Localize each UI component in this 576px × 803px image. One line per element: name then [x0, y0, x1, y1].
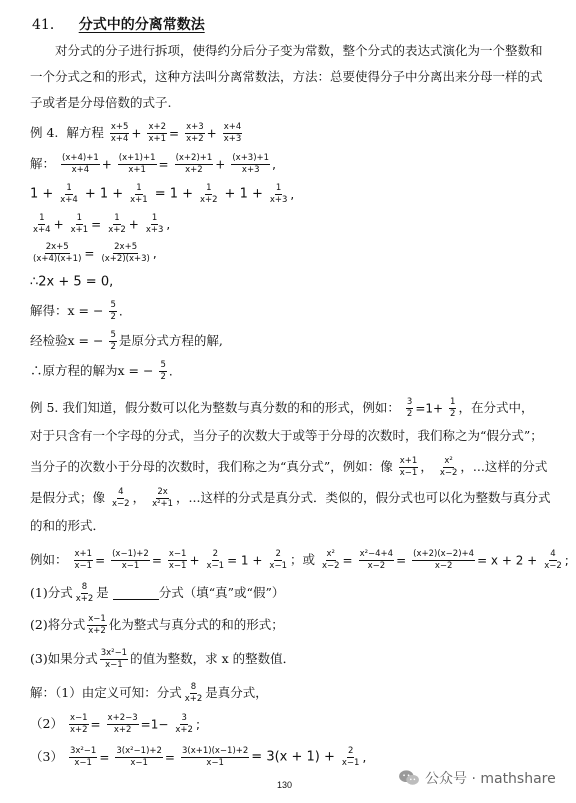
fraction: $\frac{1}{x+4}$: [33, 213, 51, 235]
fraction: $\frac{4}{x-2}$: [112, 487, 130, 509]
page-number: 130: [277, 780, 293, 790]
solution-3: （3） $\frac{\text{3x²−1}}{x-1}$ = $\frac{\text{3(x²−1)+2}}{x-1}$ = $\frac{3(x+1)(x-1)+2}{x-1}$ = 3(x + 1) + $\frac{2}{x-1}$ ,: [30, 746, 367, 768]
fraction: $\frac{x+5}{x+4}$: [110, 122, 129, 144]
ex4-check: 经检验x = − $\frac{5}{2}$ 是原分式方程的解,: [30, 330, 223, 352]
fraction: $\frac{x+1}{x-1}$: [399, 456, 418, 478]
fraction: $\frac{1}{x+1}$: [70, 213, 89, 235]
fraction: $\frac{3}{2}$: [406, 397, 413, 419]
fraction: $\frac{5}{2}$: [110, 330, 116, 352]
ex5-p1: 例 5. 我们知道，假分数可以化为整数与真分数的和的形式，例如： $\frac{3}{2}$ =1+ $\frac{1}{2}$ ，在分式中，: [30, 397, 534, 419]
fraction: $\frac{1}{2}$: [450, 397, 456, 419]
fraction: $\frac{x+4}{x+3}$: [223, 122, 242, 144]
answer-blank: [113, 587, 159, 600]
wechat-icon: [398, 769, 420, 787]
section-title-text: 分式中的分离常数法: [78, 17, 205, 33]
fraction: $\frac{1}{x+3}$: [269, 183, 288, 205]
fraction: $\frac{(x+4)+1}{x+4}$: [62, 153, 99, 175]
solution-2: （2） $\frac{x-1}{x+2}$ = $\frac{x+2-3}{x+2}$ =1− $\frac{3}{x+2}$ ;: [30, 713, 200, 735]
ex4-step3: $\frac{1}{x+4}$ + $\frac{1}{x+1}$ = $\frac{1}{x+2}$ + $\frac{1}{x+3}$ ,: [33, 213, 171, 235]
section-number: 41．: [32, 17, 64, 33]
ex4-step2: 1 + $\frac{1}{x+4}$ + 1 + $\frac{1}{x+1}$ = 1 + $\frac{1}{x+2}$ + 1 + $\frac{1}{x+3}$ ,: [30, 183, 295, 205]
fraction: $\frac{x+2}{x+1}$: [148, 122, 167, 144]
fraction: $\frac{2x+5}{(x+4)(x+1)}$: [33, 242, 82, 264]
fraction: $\frac{(x+2)+1}{x+2}$: [175, 153, 213, 175]
fraction: $\frac{2x}{\text{x²+1}}$: [152, 487, 174, 509]
section-title: [32, 14, 205, 34]
solution-1: 解：（1）由定义可知：分式 $\frac{8}{x+2}$ 是真分式，: [30, 682, 268, 704]
fraction: $\frac{1}{x+2}$: [200, 183, 218, 205]
fraction: $\frac{(x+1)+1}{x+1}$: [118, 153, 156, 175]
question-3: (3)如果分式 $\frac{\text{3x²−1}}{x-1}$ 的值为整数，求 x 的整数值．: [30, 648, 296, 670]
fraction: $\frac{5}{2}$: [110, 300, 116, 322]
fraction: $\frac{\text{x²}}{x-2}$: [439, 456, 458, 478]
watermark: [398, 768, 556, 788]
fraction: $\frac{1}{x+4}$: [60, 183, 78, 205]
intro-paragraph: 对分式的分子进行拆项，使得约分后分子变为常数，整个分式的表达式演化为一个整数和一个分式之和的形式，这种方法叫分离常数法，方法：总要使得分子中分离出来分母一样的式子或者是分母倍数的式子.: [30, 43, 543, 110]
ex4-answer: ∴原方程的解为x = − $\frac{5}{2}$ .: [30, 360, 173, 382]
ex5-p5: 的和的形式．: [30, 518, 106, 533]
fraction: $\frac{5}{2}$: [160, 360, 166, 382]
fraction: $\frac{2x+5}{(x+2)(x+3)}$: [101, 242, 150, 264]
fraction: $\frac{x+3}{x+2}$: [186, 122, 204, 144]
question-1: (1)分式 $\frac{8}{x+2}$ 是 分式（填“真”或“假”）: [30, 582, 285, 604]
ex4-statement: 例 4. 解方程 $\frac{x+5}{x+4}$ + $\frac{x+2}{x+1}$ = $\frac{x+3}{x+2}$ + $\frac{x+4}{x+3}$: [30, 122, 242, 144]
ex4-step4: $\frac{2x+5}{(x+4)(x+1)}$ = $\frac{2x+5}{(x+2)(x+3)}$ ,: [33, 242, 157, 264]
question-2: (2)将分式 $\frac{x-1}{x+2}$ 化为整式与真分式的和的形式；: [30, 614, 284, 636]
ex5-p4: 是假分式；像 $\frac{4}{x-2}$ ， $\frac{2x}{\text{x²+1}}$ ，...这样的分式是真分式．类似的，假分式也可以化为整数与真分式: [30, 487, 551, 509]
ex4-step5: ∴2x + 5 = 0,: [30, 274, 114, 290]
fraction: $\frac{1}{x+2}$: [108, 213, 126, 235]
ex4-label: 例 4.: [30, 125, 59, 140]
ex5-examples: 例如： $\frac{x+1}{x-1}$ = $\frac{(x-1)+2}{x-1}$ = $\frac{x-1}{x-1}$ + $\frac{2}{x-1}$ = 1 + $\frac{2}{x-1}$ ；或 $\frac{\text{x²}}{x-2}$ = $\frac{\text{x²−4+4}}{x-2}$ = $\frac{(x+2)(x-2)+4}{x-2}$ = x + 2 + $\frac{4}{x-2}$ ;: [30, 549, 569, 571]
fraction: $\frac{1}{x+3}$: [145, 213, 164, 235]
fraction: $\frac{(x+3)+1}{x+3}$: [232, 153, 270, 175]
fraction: $\frac{1}{x+1}$: [130, 183, 148, 205]
ex4-step1: 解： $\frac{(x+4)+1}{x+4}$ + $\frac{(x+1)+1}{x+1}$ = $\frac{(x+2)+1}{x+2}$ + $\frac{(x+3)+1}{x+3}$ ,: [30, 153, 276, 175]
ex4-step6: 解得：x = − $\frac{5}{2}$ .: [30, 300, 123, 322]
ex4-prompt: 解方程: [66, 125, 104, 140]
watermark-text: 公众号 · mathshare: [425, 771, 556, 787]
ex5-p2: 对于只含有一个字母的分式，当分子的次数大于或等于分母的次数时，我们称之为“假分式”；: [30, 428, 543, 443]
ex5-p3: 当分子的次数小于分母的次数时，我们称之为“真分式”，例如：像 $\frac{x+1}{x-1}$ ， $\frac{\text{x²}}{x-2}$ ，...这样的分式: [30, 456, 548, 478]
